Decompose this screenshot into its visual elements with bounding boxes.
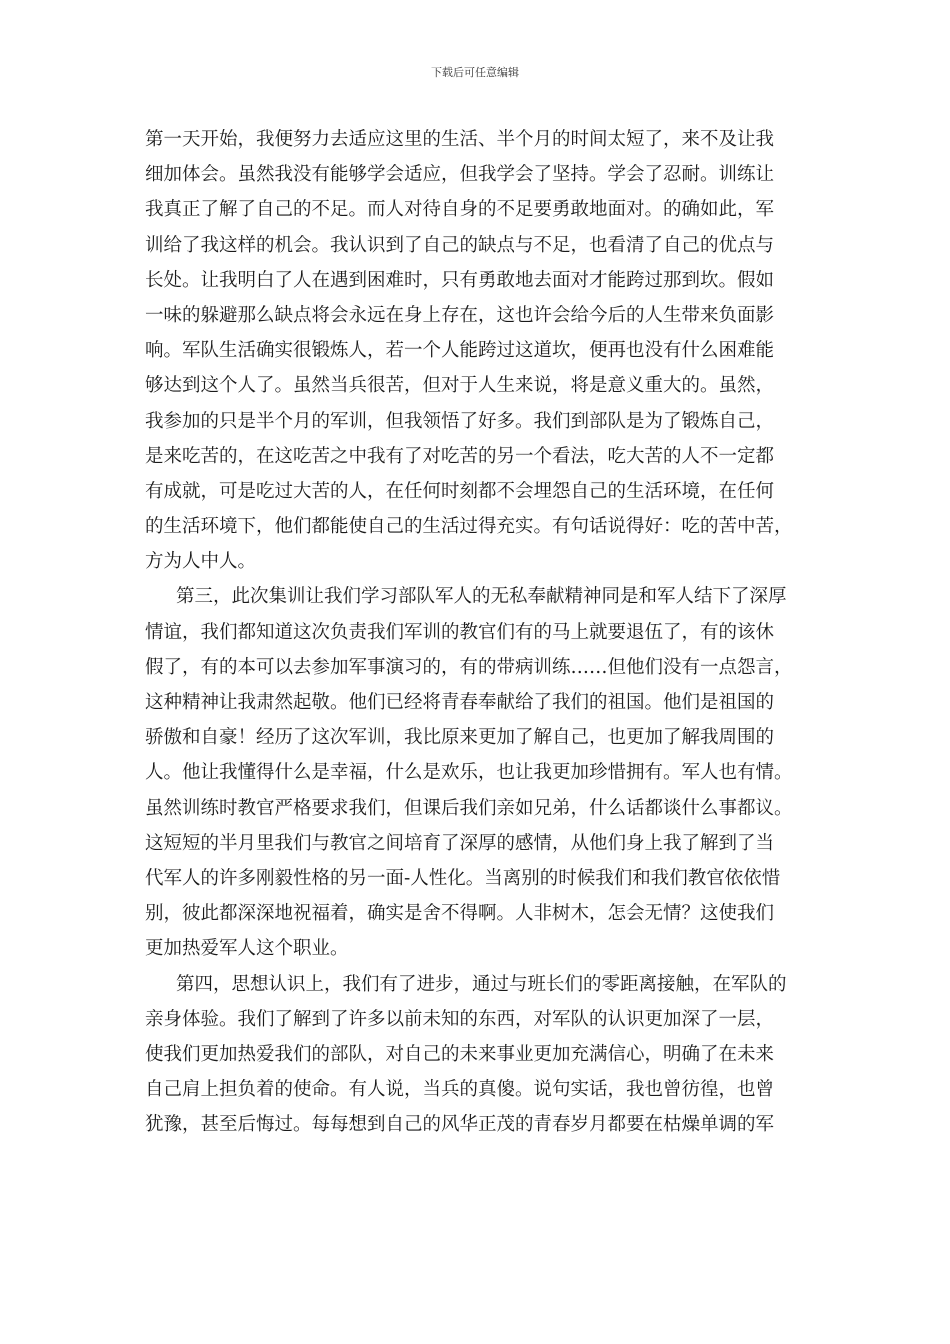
text-line: 响。军队生活确实很锻炼人，若一个人能跨过这道坎，便再也没有什么困难能	[145, 340, 775, 362]
text-line: 有成就，可是吃过大苦的人，在任何时刻都不会埋怨自己的生活环境，在任何	[145, 480, 775, 502]
page-header: 下载后可任意编辑	[431, 66, 519, 79]
paragraph	[145, 579, 805, 966]
text-line: 代军人的许多刚毅性格的另一面-人性化。当离别的时候我们和我们教官依依惜	[145, 867, 781, 889]
text-line: 自己肩上担负着的使命。有人说，当兵的真傻。说句实话，我也曾彷徨，也曾	[145, 1079, 775, 1101]
text-line: 细加体会。虽然我没有能够学会适应，但我学会了坚持。学会了忍耐。训练让	[145, 164, 775, 186]
text-line: 情谊，我们都知道这次负责我们军训的教官们有的马上就要退伍了，有的该休	[145, 621, 775, 643]
text-line: 我真正了解了自己的不足。而人对待自身的不足要勇敢地面对。的确如此，军	[145, 199, 775, 221]
text-line: 亲身体验。我们了解到了许多以前未知的东西，对军队的认识更加深了一层，	[145, 1008, 775, 1030]
text-line: 的生活环境下，他们都能使自己的生活过得充实。有句话说得好：吃的苦中苦，	[145, 516, 793, 538]
text-line: 第一天开始，我便努力去适应这里的生活、半个月的时间太短了，来不及让我	[145, 129, 775, 150]
text-line: 虽然训练时教官严格要求我们，但课后我们亲如兄弟，什么话都谈什么事都议。	[145, 797, 793, 819]
document-body	[145, 122, 805, 1142]
text-line: 是来吃苦的，在这吃苦之中我有了对吃苦的另一个看法，吃大苦的人不一定都	[145, 445, 775, 467]
paragraph	[145, 122, 805, 579]
text-line: 第三，此次集训让我们学习部队军人的无私奉献精神同是和军人结下了深厚	[176, 586, 787, 608]
text-line: 方为人中人。	[145, 551, 257, 573]
text-line: 更加热爱军人这个职业。	[145, 938, 349, 960]
text-line: 人。他让我懂得什么是幸福，什么是欢乐，也让我更加珍惜拥有。军人也有情。	[145, 762, 793, 784]
text-line: 骄傲和自豪！经历了这次军训，我比原来更加了解自己，也更加了解我周围的	[145, 727, 775, 749]
text-line: 长处。让我明白了人在遇到困难时，只有勇敢地去面对才能跨过那到坎。假如	[145, 269, 775, 291]
text-line: 第四，思想认识上，我们有了进步，通过与班长们的零距离接触，在军队的	[176, 973, 787, 995]
text-line: 够达到这个人了。虽然当兵很苦，但对于人生来说，将是意义重大的。虽然，	[145, 375, 775, 397]
text-line: 一味的躲避那么缺点将会永远在身上存在，这也许会给今后的人生带来负面影	[145, 304, 775, 326]
text-line: 这种精神让我肃然起敬。他们已经将青春奉献给了我们的祖国。他们是祖国的	[145, 692, 775, 713]
paragraph	[145, 967, 805, 1143]
text-line: 假了，有的本可以去参加军事演习的，有的带病训练……但他们没有一点怨言，	[145, 656, 793, 678]
text-line: 训给了我这样的机会。我认识到了自己的缺点与不足，也看清了自己的优点与	[145, 234, 775, 256]
text-line: 这短短的半月里我们与教官之间培育了深厚的感情，从他们身上我了解到了当	[145, 832, 775, 854]
text-line: 使我们更加热爱我们的部队，对自己的未来事业更加充满信心，明确了在未来	[145, 1043, 775, 1065]
text-line: 犹豫，甚至后悔过。每每想到自己的风华正茂的青春岁月都要在枯燥单调的军	[145, 1114, 775, 1136]
text-line: 我参加的只是半个月的军训，但我领悟了好多。我们到部队是为了锻炼自己，	[145, 410, 775, 432]
text-line: 别，彼此都深深地祝福着，确实是舍不得啊。人非树木，怎会无情？这使我们	[145, 903, 775, 925]
